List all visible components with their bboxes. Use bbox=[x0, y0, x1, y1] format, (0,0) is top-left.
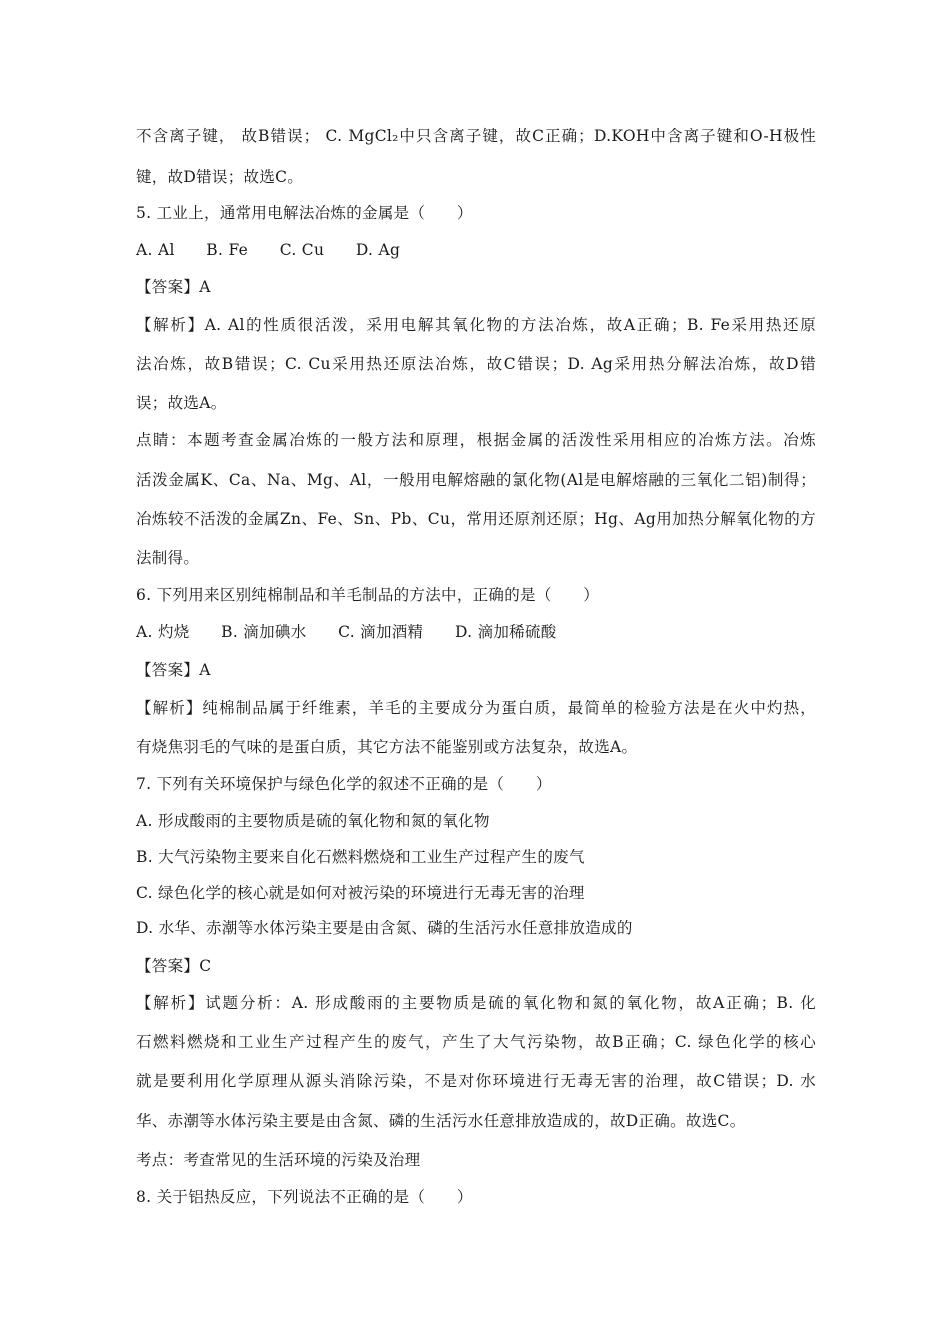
question-6-options: A. 灼烧 B. 滴加碘水 C. 滴加酒精 D. 滴加稀硫酸 bbox=[136, 623, 557, 641]
question-7: 7. 下列有关环境保护与绿色化学的叙述不正确的是（ ） bbox=[136, 775, 552, 793]
analysis-5: 【解析】A. Al的性质很活泼，采用电解其氧化物的方法冶炼，故A正确；B. Fe采用热还原 bbox=[136, 316, 816, 334]
text-line: 有烧焦羽毛的气味的是蛋白质，其它方法不能鉴别或方法复杂，故选A。 bbox=[136, 738, 638, 756]
text-line: 法冶炼，故B错误；C. Cu采用热还原法冶炼，故C错误；D. Ag采用热分解法冶炼，故D错 bbox=[136, 355, 816, 373]
analysis-6: 【解析】纯棉制品属于纤维素，羊毛的主要成分为蛋白质，最简单的检验方法是在火中灼热， bbox=[136, 699, 816, 717]
topic-7: 考点：考查常见的生活环境的污染及治理 bbox=[136, 1151, 421, 1169]
text-line: 冶炼较不活泼的金属Zn、Fe、Sn、Pb、Cu，常用还原剂还原；Hg、Ag用加热分解氧化物的方 bbox=[136, 510, 816, 528]
question-7-option-c: C. 绿色化学的核心就是如何对被污染的环境进行无毒无害的治理 bbox=[136, 884, 585, 902]
text-line: 华、赤潮等水体污染主要是由含氮、磷的生活污水任意排放造成的，故D正确。故选C。 bbox=[136, 1112, 746, 1130]
question-5: 5. 工业上，通常用电解法冶炼的金属是（ ） bbox=[136, 204, 473, 222]
text-line: 法制得。 bbox=[136, 549, 200, 567]
text-line: 石燃料燃烧和工业生产过程产生的废气，产生了大气污染物，故B正确；C. 绿色化学的核心 bbox=[136, 1033, 816, 1051]
question-8: 8. 关于铝热反应，下列说法不正确的是（ ） bbox=[136, 1188, 473, 1206]
question-5-options: A. Al B. Fe C. Cu D. Ag bbox=[136, 241, 401, 259]
answer-7: 【答案】C bbox=[136, 957, 212, 975]
analysis-7: 【解析】试题分析：A. 形成酸雨的主要物质是硫的氧化物和氮的氧化物，故A正确；B. 化 bbox=[136, 994, 816, 1012]
text-line: 误；故选A。 bbox=[136, 394, 227, 412]
question-6: 6. 下列用来区别纯棉制品和羊毛制品的方法中，正确的是（ ） bbox=[136, 586, 600, 604]
question-7-option-a: A. 形成酸雨的主要物质是硫的氧化物和氮的氧化物 bbox=[136, 812, 490, 830]
answer-6: 【答案】A bbox=[136, 661, 211, 679]
text-line: 键，故D错误；故选C。 bbox=[136, 168, 304, 186]
text-line: 不含离子键， 故B错误； C. MgCl₂中只含离子键，故C正确；D.KOH中含离子键和O-H极性 bbox=[136, 127, 816, 145]
question-7-option-b: B. 大气污染物主要来自化石燃料燃烧和工业生产过程产生的废气 bbox=[136, 848, 585, 866]
text-line: 活泼金属K、Ca、Na、Mg、Al，一般用电解熔融的氯化物(Al是电解熔融的三氧化二铝)制得； bbox=[136, 471, 816, 489]
question-7-option-d: D. 水华、赤潮等水体污染主要是由含氮、磷的生活污水任意排放造成的 bbox=[136, 919, 633, 937]
answer-5: 【答案】A bbox=[136, 278, 211, 296]
note-5: 点睛：本题考查金属冶炼的一般方法和原理，根据金属的活泼性采用相应的冶炼方法。冶炼 bbox=[136, 431, 816, 449]
text-line: 就是要利用化学原理从源头消除污染，不是对你环境进行无毒无害的治理，故C错误；D. 水 bbox=[136, 1072, 816, 1090]
